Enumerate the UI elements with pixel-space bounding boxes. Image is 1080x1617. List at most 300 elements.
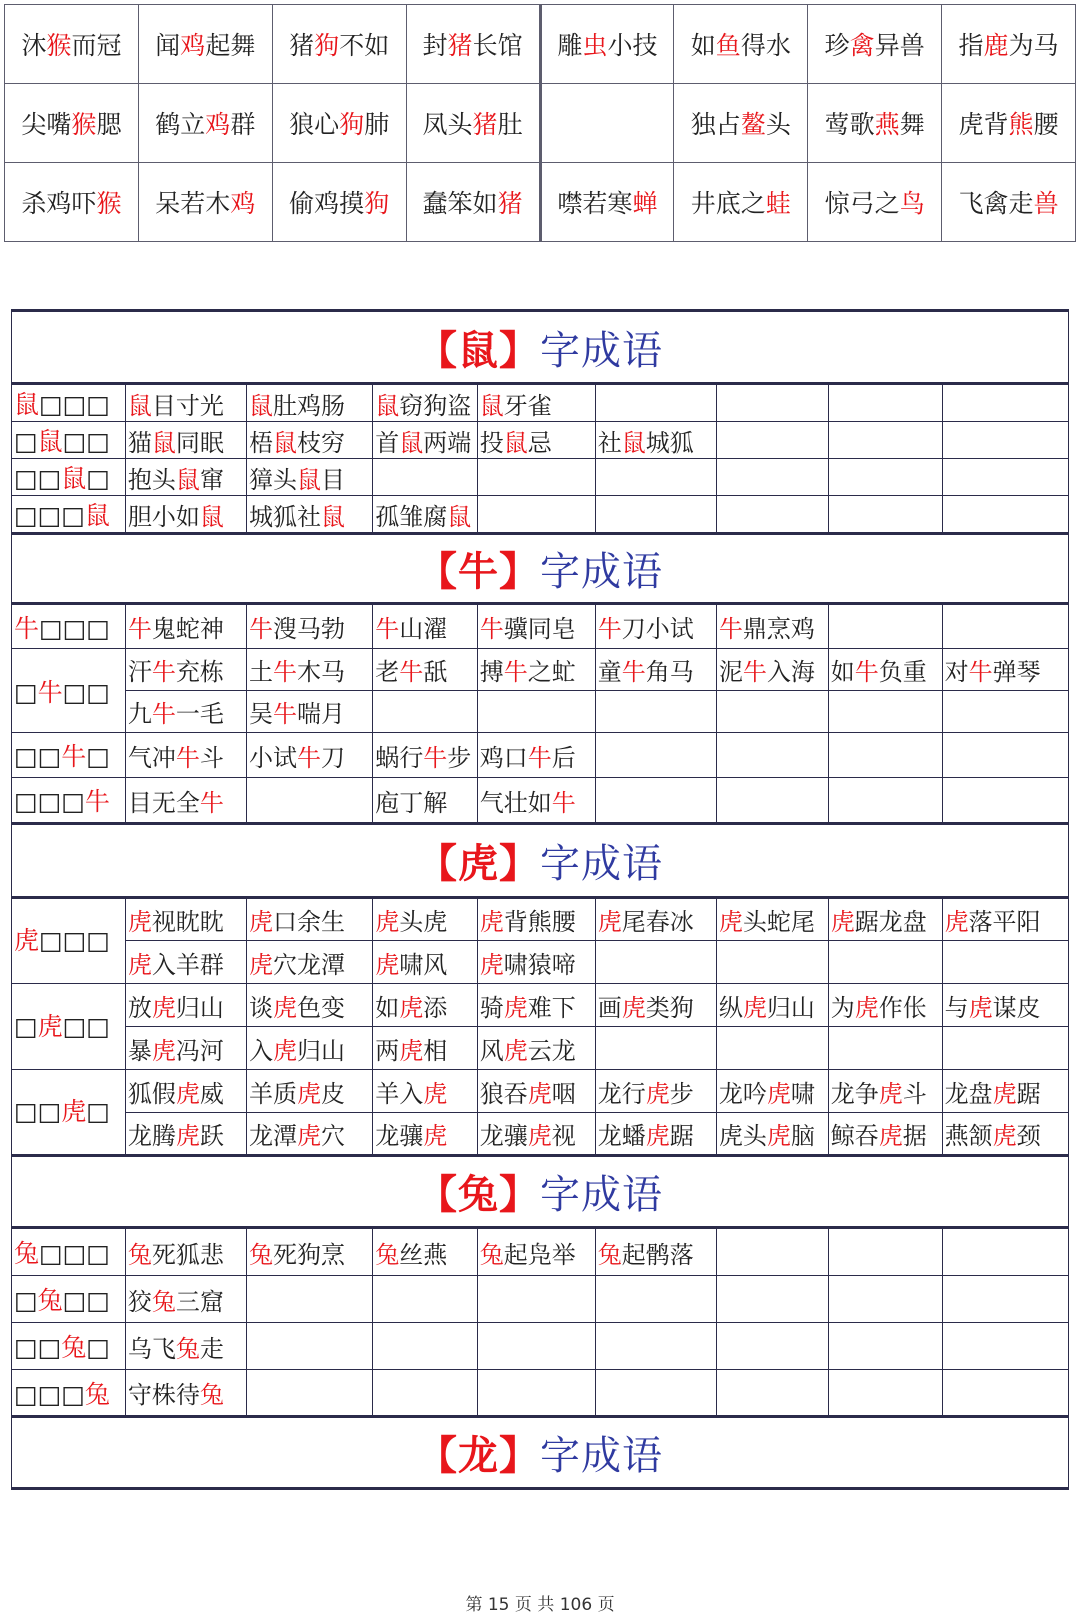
highlight-char: 牛 [61,742,87,771]
idiom-part: 龙骧 [375,1122,424,1150]
idiom-part: □□ [14,742,62,771]
highlight-char: 虎 [968,993,993,1022]
idiom-part: 啸 [790,1079,815,1108]
idiom-cell [808,163,942,242]
highlight-char: 鸡 [230,189,256,218]
idiom-cell [595,422,716,459]
idiom-part: 弹琴 [992,658,1041,686]
highlight-char: 牛 [742,658,767,686]
section-title [12,534,1069,604]
highlight-char: 牛 [199,788,224,817]
idiom-part: 蠢笨如 [422,189,498,218]
title-bracket-close: 】 [499,841,540,887]
idiom-cell [246,649,372,691]
idiom-part: □□ [14,464,62,493]
idiom-cell [595,1027,716,1070]
idiom-cell [828,649,942,691]
idiom-cell [716,1323,828,1370]
idiom-cell [477,1228,595,1276]
idiom-cell [716,649,828,691]
idiom-part: 脑 [790,1122,815,1150]
idiom-cell [246,1370,372,1417]
idiom-cell [716,733,828,778]
idiom-part: 目寸光 [151,391,224,420]
idiom-cell [477,984,595,1027]
idiom-cell [373,1070,478,1113]
highlight-char: 鼠 [84,501,110,530]
highlight-char: 虎 [645,1079,670,1108]
idiom-cell [942,84,1076,163]
idiom-part: 尾春冰 [621,908,694,936]
idiom-cell [373,604,478,649]
idiom-part: 气壮如 [479,788,552,817]
idiom-part: 入羊群 [151,950,224,979]
idiom-part: 充栋 [175,658,224,686]
idiom-part: 为马 [1008,31,1059,60]
idiom-cell [942,5,1076,84]
highlight-char: 虎 [992,1122,1017,1150]
idiom-part: 目无全 [127,788,200,817]
highlight-char: 虎 [878,1122,903,1150]
idiom-cell [246,778,372,824]
highlight-char: 鼠 [296,465,321,494]
highlight-char: 鼠 [375,391,400,420]
idiom-cell [477,1113,595,1156]
idiom-cell [595,778,716,824]
idiom-part: 云龙 [527,1036,576,1065]
highlight-char: 鼠 [320,502,345,531]
idiom-part: □□□ [39,613,110,643]
idiom-cell [125,1027,246,1070]
idiom-cell [808,84,942,163]
idiom-part: 负重 [878,658,927,686]
idiom-part: 腰 [1033,110,1059,139]
idiom-part: 冯河 [175,1036,224,1065]
highlight-char: 鼠 [14,390,40,419]
idiom-part: 纵 [718,993,743,1022]
pattern-cell [12,459,126,496]
idiom-part: 土 [248,658,273,686]
idiom-part: 木马 [296,658,345,686]
idiom-part: 狼心 [289,110,340,139]
idiom-row [12,459,1069,496]
highlight-char: 虎 [248,950,273,979]
idiom-cell [716,778,828,824]
title-animal-char: 鼠 [458,327,499,374]
idiom-cell [373,1113,478,1156]
idiom-cell [373,1323,478,1370]
idiom-part: 羊质 [248,1079,297,1108]
idiom-cell [828,1228,942,1276]
idiom-part: □ [14,677,38,707]
highlight-char: 虎 [479,950,504,979]
idiom-part: □ [86,1333,110,1362]
idiom-cell [595,691,716,733]
idiom-cell [942,1276,1068,1323]
idiom-part: 狐假 [127,1079,176,1108]
highlight-char: 鼠 [199,502,224,531]
idiom-part: □□ [62,1286,110,1315]
idiom-cell [477,1276,595,1323]
highlight-char: 牛 [479,615,504,643]
idiom-part: 颈 [1016,1122,1041,1150]
highlight-char: 兔 [37,1286,63,1315]
highlight-char: 虎 [151,993,176,1022]
idiom-part: 龙争 [830,1079,879,1108]
title-suffix: 字成语 [540,1172,663,1218]
highlight-char: 鼠 [621,428,646,457]
title-suffix: 字成语 [540,327,663,374]
title-suffix: 字成语 [540,549,663,595]
idiom-part: □ [86,1097,110,1126]
idiom-cell [595,384,716,422]
idiom-part: 惊弓之 [824,189,900,218]
highlight-char: 兔 [375,1240,400,1269]
idiom-part: □ [86,742,110,771]
idiom-cell [246,1113,372,1156]
highlight-char: 牛 [551,788,576,817]
idiom-cell [942,1370,1068,1417]
idiom-part: □ [14,1011,38,1041]
idiom-cell [828,384,942,422]
idiom-cell [716,1228,828,1276]
idiom-cell [125,691,246,733]
pattern-cell [12,898,126,984]
idiom-cell [125,1323,246,1370]
title-bracket-close: 】 [499,327,540,374]
title-bracket-open: 【 [417,841,458,887]
highlight-char: 虎 [296,1079,321,1108]
pattern-cell [12,422,126,459]
idiom-part: 头 [765,110,791,139]
idiom-part: 老 [375,658,400,686]
idiom-cell [595,1276,716,1323]
title-bracket-close: 】 [499,549,540,595]
idiom-cell [477,422,595,459]
idiom-part: 起凫举 [503,1240,576,1269]
idiom-cell [373,384,478,422]
idiom-cell [828,1323,942,1370]
highlight-char: 蝉 [632,189,658,218]
idiom-part: 归山 [766,993,815,1022]
idiom-part: 獐头 [248,465,297,494]
idiom-cell [540,5,674,84]
highlight-char: 牛 [14,613,40,643]
idiom-cell [595,1323,716,1370]
idiom-cell [477,778,595,824]
idiom-cell [125,1113,246,1156]
highlight-char: 鼠 [272,428,297,457]
highlight-char: 鼠 [399,428,424,457]
highlight-char: 禽 [849,31,875,60]
highlight-char: 牛 [621,658,646,686]
highlight-char: 蛙 [765,189,791,218]
idiom-part: 放 [127,993,152,1022]
idiom-part: 头虎 [399,908,448,936]
idiom-cell [5,5,139,84]
title-animal-char: 兔 [458,1172,499,1218]
highlight-char: 虎 [854,993,879,1022]
idiom-cell [246,384,372,422]
idiom-cell [138,163,272,242]
idiom-part: 泥 [718,658,743,686]
highlight-char: 虎 [296,1122,321,1150]
highlight-char: 虎 [621,993,646,1022]
section-title [12,824,1069,898]
pattern-cell [12,1370,126,1417]
highlight-char: 虎 [527,1079,552,1108]
idiom-cell [674,84,808,163]
idiom-part: 踞龙盘 [854,908,927,936]
highlight-char: 鸡 [205,110,231,139]
idiom-cell [477,459,595,496]
idiom-part: 两端 [423,428,472,457]
idiom-cell [828,459,942,496]
idiom-part: 一毛 [175,700,224,728]
idiom-cell [125,941,246,984]
idiom-cell [942,163,1076,242]
pattern-cell [12,496,126,534]
highlight-char: 兔 [597,1240,622,1269]
idiom-cell [828,1370,942,1417]
idiom-cell [246,691,372,733]
section-title [12,1156,1069,1228]
idiom-cell [477,384,595,422]
idiom-cell [125,1276,246,1323]
idiom-row [12,1228,1069,1276]
section-title [12,1417,1069,1489]
idiom-cell [373,778,478,824]
idiom-cell [373,1228,478,1276]
idiom-cell [540,163,674,242]
idiom-part: 归山 [175,993,224,1022]
idiom-part: 入海 [766,658,815,686]
highlight-char: 猴 [71,110,97,139]
idiom-part: 龙骧 [479,1122,528,1150]
idiom-part: 噤若寒 [557,189,633,218]
idiom-cell [828,941,942,984]
highlight-char: 虎 [645,1122,670,1150]
idiom-cell [595,649,716,691]
section-title-text [417,549,663,595]
idiom-part: □□ [14,1333,62,1362]
idiom-cell [828,733,942,778]
idiom-cell [716,984,828,1027]
pattern-cell [12,984,126,1070]
idiom-part: □□ [62,427,110,456]
idiom-part: 鬼蛇神 [151,615,224,643]
idiom-cell [477,1370,595,1417]
idiom-part: 死狐悲 [151,1240,224,1269]
footer-prefix: 第 [465,1595,483,1615]
idiom-part: 尖嘴 [21,110,72,139]
idiom-part: 类狗 [645,993,694,1022]
highlight-char: 虎 [718,908,743,936]
idiom-part: 背熊腰 [503,908,576,936]
title-bracket-open: 【 [417,1433,458,1479]
idiom-cell [942,941,1068,984]
highlight-char: 虎 [14,926,40,955]
section-title-row [12,311,1069,384]
idiom-part: 窃狗盗 [399,391,472,420]
idiom-cell [125,984,246,1027]
highlight-char: 虎 [399,1036,424,1065]
highlight-char: 虎 [992,1079,1017,1108]
idiom-part: 乌飞 [127,1334,176,1363]
idiom-part: 狼吞 [479,1079,528,1108]
highlight-char: 鼠 [151,428,176,457]
idiom-part: 与 [944,993,969,1022]
idiom-part: 归山 [296,1036,345,1065]
idiom-part: 穴龙潭 [272,950,345,979]
idiom-cell [477,898,595,941]
idiom-part: 抱头 [127,465,176,494]
idiom-part: 舞 [899,110,925,139]
idiom-part: 添 [423,993,448,1022]
idiom-part: 起舞 [205,31,256,60]
highlight-char: 兔 [151,1287,176,1316]
idiom-cell [595,984,716,1027]
idiom-cell [828,604,942,649]
idiom-cell [942,733,1068,778]
highlight-char: 牛 [399,658,424,686]
idiom-part: 龙潭 [248,1122,297,1150]
idiom-cell [828,1276,942,1323]
idiom-cell [246,1228,372,1276]
idiom-cell [125,778,246,824]
footer-total-pages: 106 [559,1595,593,1615]
idiom-part: 封 [422,31,448,60]
highlight-char: 虎 [248,908,273,936]
idiom-part: 喘月 [296,700,345,728]
pattern-cell [12,604,126,649]
idiom-row [12,778,1069,824]
idiom-cell [125,459,246,496]
idiom-cell [373,1370,478,1417]
highlight-char: 虎 [272,1036,297,1065]
idiom-part: 龙行 [597,1079,646,1108]
highlight-char: 牛 [503,658,528,686]
idiom-cell [373,1276,478,1323]
idiom-cell [477,604,595,649]
idiom-part: 搏 [479,658,504,686]
section-title-text [417,841,663,887]
idiom-row [12,649,1069,691]
highlight-char: 狗 [339,110,365,139]
idiom-cell [595,1370,716,1417]
idiom-part: 色变 [296,993,345,1022]
idiom-part: □□ [14,1097,62,1126]
highlight-char: 鹿 [983,31,1009,60]
highlight-char: 虎 [766,1079,791,1108]
idiom-cell [716,384,828,422]
idiom-cell [5,163,139,242]
idiom-part: 鲸吞 [830,1122,879,1150]
idiom-part: □□ [62,677,110,707]
idiom-part: 威 [199,1079,224,1108]
idiom-part: 如 [690,31,716,60]
idiom-part: 胆小如 [127,502,200,531]
idiom-cell [125,384,246,422]
idiom-cell [477,1070,595,1113]
idiom-cell [716,604,828,649]
idiom-cell [138,84,272,163]
idiom-part: 刀小试 [621,615,694,643]
idiom-cell [477,496,595,534]
idiom-cell [272,84,406,163]
idiom-part: 社 [597,428,622,457]
idiom-part: 腮 [96,110,122,139]
highlight-char: 牛 [37,677,63,707]
highlight-char: 虎 [37,1011,63,1041]
idiom-part: 偷鸡摸 [289,189,365,218]
idiom-part: 后 [551,743,576,772]
idiom-cell [716,1027,828,1070]
idiom-cell [942,1113,1068,1156]
idiom-cell [373,984,478,1027]
idiom-part: 吴 [248,700,273,728]
highlight-char: 虎 [151,1036,176,1065]
idiom-part: 肚 [497,110,523,139]
idiom-cell [828,496,942,534]
idiom-part: 步 [447,743,472,772]
idiom-cell [942,1027,1068,1070]
idiom-part: 龙盘 [944,1079,993,1108]
highlight-char: 鼠 [447,502,472,531]
idiom-part: 飞禽走 [958,189,1034,218]
highlight-char: 兔 [127,1240,152,1269]
idiom-part: 珍 [824,31,850,60]
idiom-part: 井底之 [690,189,766,218]
highlight-char: 虎 [742,993,767,1022]
zodiac-idiom-table [11,309,1069,1490]
highlight-char: 牛 [854,658,879,686]
idiom-part: 龙腾 [127,1122,176,1150]
idiom-part: 对 [944,658,969,686]
idiom-row [12,1323,1069,1370]
idiom-part: 蜗行 [375,743,424,772]
footer-suffix: 页 [597,1595,615,1615]
highlight-char: 鼠 [248,391,273,420]
idiom-cell [246,604,372,649]
pattern-cell [12,1276,126,1323]
idiom-cell [716,422,828,459]
idiom-part: 之虻 [527,658,576,686]
highlight-char: 兔 [479,1240,504,1269]
highlight-char: 牛 [272,658,297,686]
idiom-part: 群 [230,110,256,139]
idiom-part: 投 [479,428,504,457]
page-footer [0,1590,1080,1615]
idiom-part: □□□ [39,926,110,955]
highlight-char: 兔 [199,1381,224,1409]
idiom-cell [246,984,372,1027]
idiom-part: 肚鸡肠 [272,391,345,420]
highlight-char: 虎 [399,993,424,1022]
idiom-part: 莺歌 [824,110,875,139]
idiom-cell [272,5,406,84]
idiom-row [12,384,1069,422]
highlight-char: 鼠 [503,428,528,457]
idiom-part: 穴 [320,1122,345,1150]
highlight-char: 牛 [968,658,993,686]
highlight-char: 猪 [497,189,523,218]
idiom-cell [477,1027,595,1070]
title-animal-char: 牛 [458,549,499,595]
idiom-part: 沐 [21,31,47,60]
highlight-char: 燕 [874,110,900,139]
idiom-cell [942,778,1068,824]
